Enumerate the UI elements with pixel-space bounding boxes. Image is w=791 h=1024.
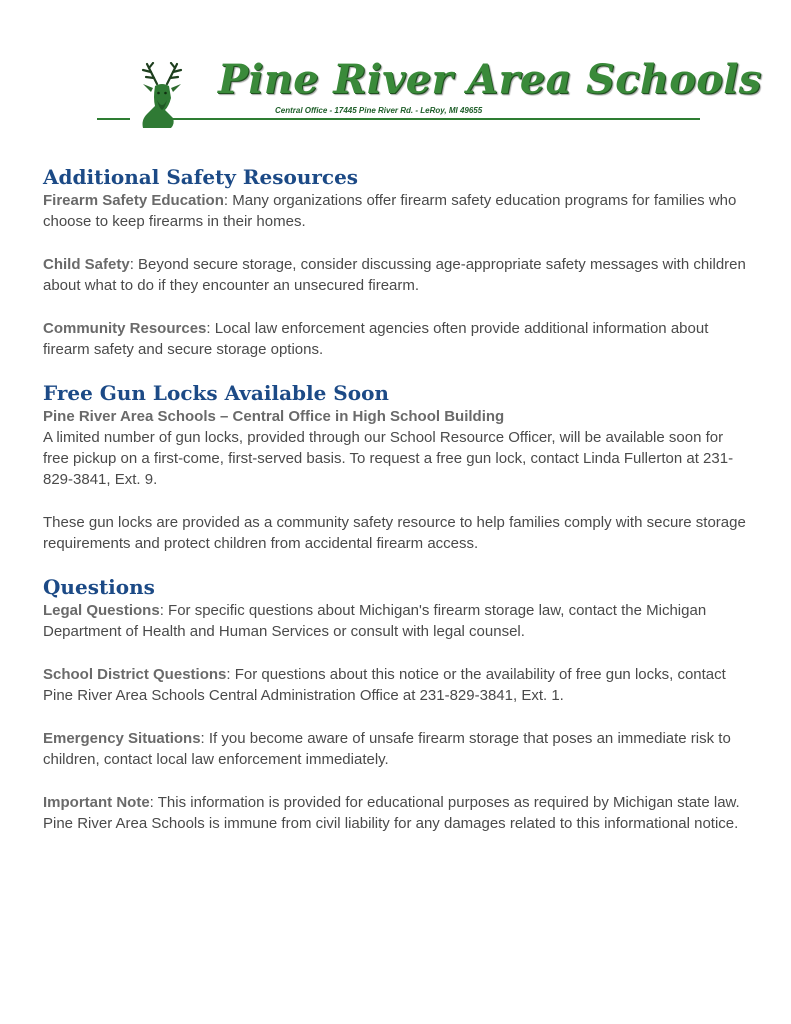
deer-head-icon <box>133 62 193 128</box>
lead-important-note: Important Note <box>43 794 150 811</box>
letterhead-rule-right <box>170 118 700 120</box>
heading-additional-safety-resources: Additional Safety Resources <box>43 165 359 189</box>
text-school-district-questions: : For questions about this notice or the availability of free gun locks, contact Pine River Area Schools Central Administration Office at 231-829-3841, Ext. 1. <box>43 666 726 704</box>
paragraph-gun-lock-availability: A limited number of gun locks, provided through our School Resource Officer, will be available soon for free pickup on a first-come, first-served basis. To request a free gun lock, contact Linda Fullerton at 231-829-3841, Ext. 9. <box>43 429 734 488</box>
text-child-safety: : Beyond secure storage, consider discussing age-appropriate safety messages with children about what to do if they encounter an unsecured firearm. <box>43 256 746 294</box>
lead-community-resources: Community Resources <box>43 320 207 337</box>
paragraph-gun-lock-purpose: These gun locks are provided as a community safety resource to help families comply with secure storage requirements and protect children from accidental firearm access. <box>43 514 746 552</box>
heading-questions: Questions <box>43 575 155 599</box>
school-name: Pine River Area Schools <box>218 56 762 103</box>
text-firearm-safety-education: : Many organizations offer firearm safety education programs for families who choose to keep firearms in their homes. <box>43 192 737 230</box>
lead-legal-questions: Legal Questions <box>43 602 160 619</box>
central-office-address: Central Office - 17445 Pine River Rd. - LeRoy, MI 49655 <box>275 106 483 115</box>
letterhead-rule-left <box>97 118 130 120</box>
document-body <box>43 164 748 834</box>
paragraph-child-safety <box>43 254 748 296</box>
paragraph-legal-questions <box>43 600 748 642</box>
text-legal-questions: : For specific questions about Michigan's firearm storage law, contact the Michigan Department of Health and Human Services or consult with legal counsel. <box>43 602 707 640</box>
heading-free-gun-locks: Free Gun Locks Available Soon <box>43 381 389 405</box>
lead-child-safety: Child Safety <box>43 256 130 273</box>
subheading-central-office: Pine River Area Schools – Central Office in High School Building <box>43 408 505 425</box>
text-community-resources: : Local law enforcement agencies often provide additional information about firearm safety and secure storage options. <box>43 320 709 358</box>
lead-school-district-questions: School District Questions <box>43 666 227 683</box>
paragraph-important-note <box>43 792 748 834</box>
paragraph-community-resources <box>43 318 748 360</box>
paragraph-emergency-situations <box>43 728 748 770</box>
paragraph-firearm-safety-education <box>43 190 748 232</box>
paragraph-school-district-questions <box>43 664 748 706</box>
letterhead <box>0 0 791 140</box>
text-important-note: : This information is provided for educational purposes as required by Michigan state law. Pine River Area Schools is immune from civil liability for any damages related to this informational notice. <box>43 794 740 832</box>
lead-emergency-situations: Emergency Situations <box>43 730 201 747</box>
lead-firearm-safety-education: Firearm Safety Education <box>43 192 224 209</box>
text-emergency-situations: : If you become aware of unsafe firearm storage that poses an immediate risk to children, contact local law enforcement immediately. <box>43 730 731 768</box>
